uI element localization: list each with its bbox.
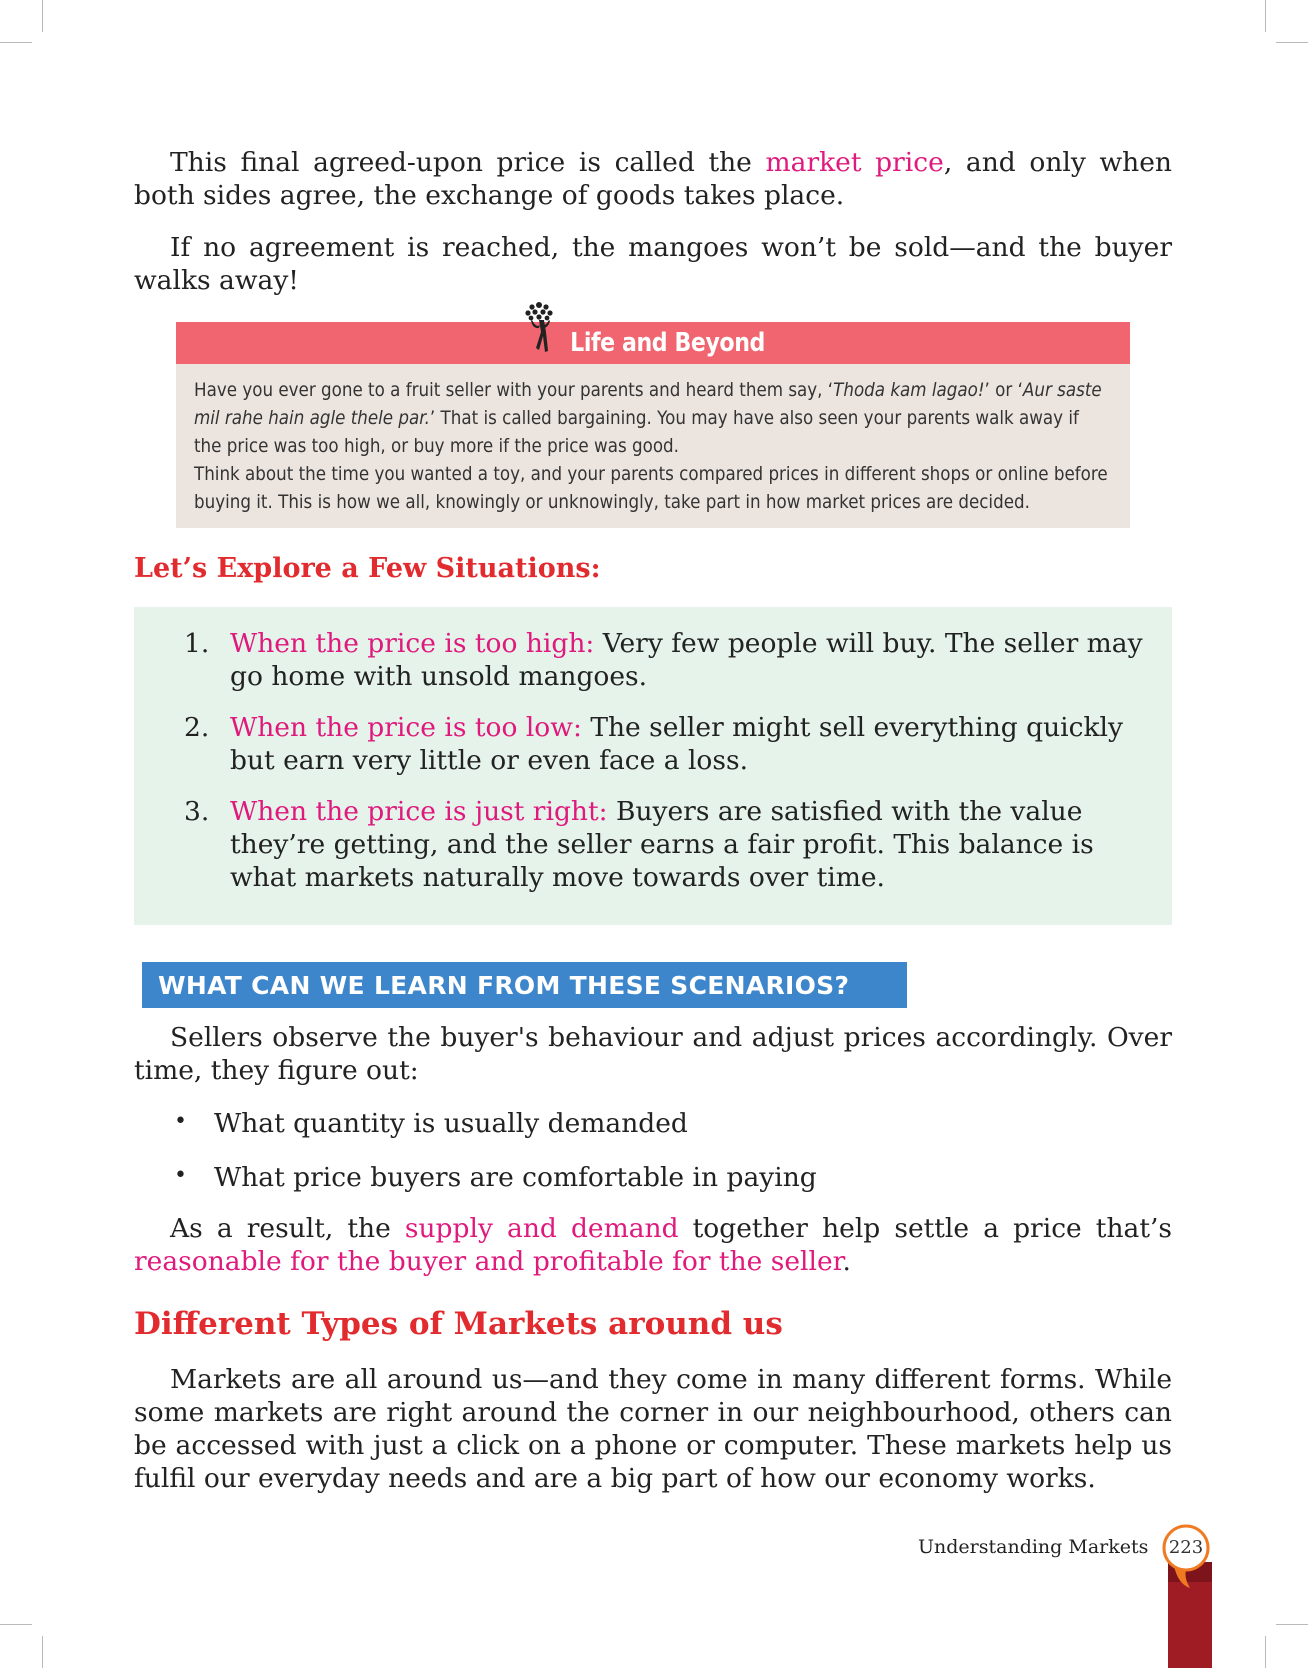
- crop-mark: [42, 1636, 43, 1668]
- text-run: ’ That is called bargaining. You may have also seen your parents walk away if the price was too high, or buy more if the price was good.: [194, 407, 1079, 457]
- tree-person-icon: [520, 298, 558, 356]
- bullet-text: What quantity is usually demanded: [214, 1108, 688, 1139]
- market-price-highlight: market price: [765, 147, 944, 178]
- page-number: 223: [1168, 1537, 1204, 1558]
- list-item: [174, 1161, 1172, 1194]
- chapter-title: Understanding Markets: [918, 1536, 1149, 1558]
- intro-paragraph-1: [134, 146, 1172, 212]
- crop-mark: [1265, 0, 1266, 32]
- reasonable-highlight: reasonable for the buyer and profitable for the seller: [134, 1246, 843, 1277]
- hindi-phrase-2: Aur saste mil rahe hain agle thele par.: [194, 379, 1102, 429]
- item-number: 1.: [184, 628, 210, 659]
- bullet-list: [134, 1107, 1172, 1194]
- crop-mark: [0, 42, 32, 43]
- life-and-beyond-title: Life and Beyond: [570, 328, 766, 358]
- learn-paragraph-2: [134, 1212, 1172, 1278]
- item-label: When the price is too high:: [230, 628, 595, 659]
- text-run: .: [842, 1246, 851, 1277]
- markets-heading: Different Types of Markets around us: [134, 1306, 783, 1342]
- item-text: The seller might sell everything quickly but earn very little or even face a loss.: [230, 712, 1124, 776]
- life-and-beyond-header: [176, 322, 1130, 364]
- situations-box: [134, 607, 1172, 925]
- learn-banner: WHAT CAN WE LEARN FROM THESE SCENARIOS?: [142, 962, 907, 1008]
- explore-heading: Let’s Explore a Few Situations:: [134, 553, 601, 584]
- markets-section: [134, 1363, 1172, 1495]
- markets-paragraph: Markets are all around us—and they come in many different forms. While some markets are right around the corner in our neighbourhood, others can be accessed with just a click on a phone or computer. These markets help us fulfil our everyday needs and are a big part of how our economy works.: [134, 1364, 1172, 1494]
- list-item: [174, 1107, 1172, 1140]
- item-label: When the price is just right:: [230, 796, 608, 827]
- list-item: [184, 795, 1148, 894]
- intro-paragraph-2: If no agreement is reached, the mangoes won’t be sold—and the buyer walks away!: [134, 232, 1172, 296]
- crop-mark: [1276, 42, 1308, 43]
- text-run: As a result, the: [170, 1213, 405, 1244]
- life-and-beyond-paragraph-1: [194, 376, 1110, 460]
- bullet-text: What price buyers are comfortable in paying: [214, 1162, 817, 1193]
- crop-mark: [1276, 1624, 1308, 1625]
- list-item: [184, 627, 1148, 693]
- text-run: ’ or ‘: [984, 379, 1023, 401]
- intro-section: [134, 146, 1172, 297]
- learn-section: [134, 1021, 1172, 1278]
- life-and-beyond-body: [176, 364, 1130, 528]
- life-and-beyond-box: [176, 300, 1130, 528]
- text-run: This final agreed-upon price is called the: [170, 147, 766, 178]
- hindi-phrase-1: Thoda kam lagao!: [833, 379, 985, 401]
- item-number: 3.: [184, 796, 210, 827]
- supply-demand-highlight: supply and demand: [404, 1213, 679, 1244]
- crop-mark: [0, 1624, 32, 1625]
- bullet-dot: •: [174, 1109, 187, 1134]
- bullet-dot: •: [174, 1163, 187, 1188]
- text-run: , and only when both sides agree, the exchange of goods takes place.: [134, 147, 1172, 211]
- crop-mark: [1265, 1636, 1266, 1668]
- situations-list: [134, 607, 1172, 894]
- item-text: Buyers are satisfied with the value they’re getting, and the seller earns a fair profit. This balance is what markets naturally move towards over time.: [230, 796, 1094, 893]
- item-label: When the price is too low:: [230, 712, 582, 743]
- life-and-beyond-paragraph-2: Think about the time you wanted a toy, and your parents compared prices in different shops or online before buying it. This is how we all, knowingly or unknowingly, take part in how market prices are decided.: [194, 463, 1108, 513]
- text-run: Have you ever gone to a fruit seller with your parents and heard them say, ‘: [194, 379, 834, 401]
- text-run: together help settle a price that’s: [678, 1213, 1172, 1244]
- item-text: Very few people will buy. The seller may go home with unsold mangoes.: [230, 628, 1143, 692]
- learn-paragraph-1: Sellers observe the buyer's behaviour and adjust prices accordingly. Over time, they figure out:: [134, 1022, 1172, 1086]
- list-item: [184, 711, 1148, 777]
- item-number: 2.: [184, 712, 210, 743]
- crop-mark: [42, 0, 43, 32]
